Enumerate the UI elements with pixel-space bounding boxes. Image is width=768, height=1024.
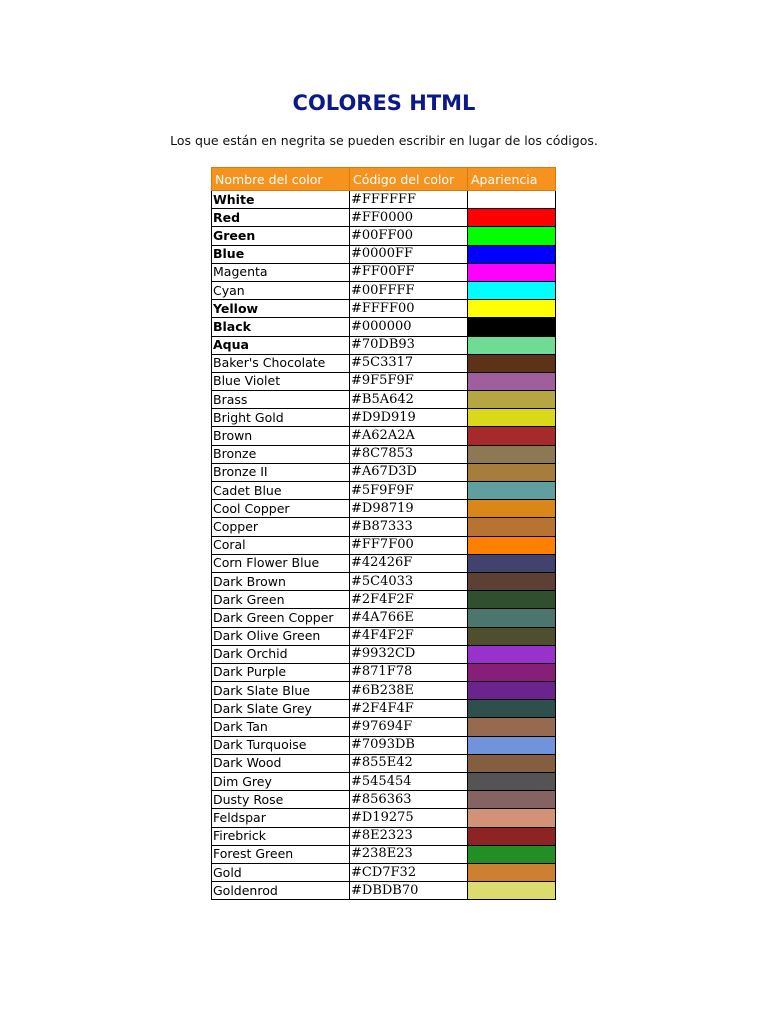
color-swatch [468,227,556,245]
color-name-cell: Dark Orchid [212,645,350,663]
color-swatch [468,281,556,299]
table-row [212,227,556,245]
color-code-cell: #238E23 [350,845,468,863]
table-row [212,882,556,900]
table-row [212,554,556,572]
color-swatch [468,445,556,463]
table-row [212,518,556,536]
color-code-cell: #D19275 [350,809,468,827]
color-swatch [468,645,556,663]
table-row [212,500,556,518]
table-row [212,245,556,263]
color-swatch [468,754,556,772]
color-swatch [468,773,556,791]
color-swatch [468,500,556,518]
table-row [212,591,556,609]
color-code-cell: #856363 [350,791,468,809]
color-swatch [468,882,556,900]
color-swatch [468,791,556,809]
color-name-cell: Forest Green [212,845,350,863]
color-swatch [468,736,556,754]
color-name-cell: Dark Slate Blue [212,682,350,700]
table-row [212,827,556,845]
table-row [212,645,556,663]
color-swatch [468,391,556,409]
table-row [212,572,556,590]
color-name-cell: Dark Turquoise [212,736,350,754]
color-name-cell: Bronze [212,445,350,463]
color-code-cell: #0000FF [350,245,468,263]
table-row [212,736,556,754]
table-row [212,482,556,500]
color-code-cell: #A62A2A [350,427,468,445]
table-row [212,663,556,681]
color-code-cell: #FF0000 [350,209,468,227]
table-row [212,845,556,863]
color-swatch [468,191,556,209]
color-code-cell: #5C4033 [350,572,468,590]
color-swatch [468,682,556,700]
table-row [212,809,556,827]
color-code-cell: #42426F [350,554,468,572]
table-row [212,863,556,881]
color-code-cell: #D98719 [350,500,468,518]
color-name-cell: Dark Wood [212,754,350,772]
color-code-cell: #FFFF00 [350,300,468,318]
color-swatch [468,409,556,427]
color-name-cell: Firebrick [212,827,350,845]
color-name-cell: Goldenrod [212,882,350,900]
color-name-cell: Coral [212,536,350,554]
color-code-cell: #9F5F9F [350,372,468,390]
color-swatch [468,354,556,372]
color-code-cell: #2F4F4F [350,700,468,718]
table-row [212,463,556,481]
color-code-cell: #97694F [350,718,468,736]
table-row [212,209,556,227]
table-row [212,773,556,791]
color-code-cell: #DBDB70 [350,882,468,900]
color-code-cell: #7093DB [350,736,468,754]
table-row [212,281,556,299]
color-swatch [468,863,556,881]
color-name-cell: Dark Brown [212,572,350,590]
table-header-row [212,168,556,191]
page-title: COLORES HTML [292,91,476,115]
color-name-cell: White [212,191,350,209]
color-name-cell: Cadet Blue [212,482,350,500]
header-appearance: Apariencia [468,168,556,191]
color-code-cell: #5F9F9F [350,482,468,500]
table-row [212,754,556,772]
color-swatch [468,463,556,481]
color-name-cell: Blue Violet [212,372,350,390]
color-swatch [468,245,556,263]
color-code-cell: #9932CD [350,645,468,663]
table-row [212,391,556,409]
color-code-cell: #5C3317 [350,354,468,372]
color-name-cell: Dim Grey [212,773,350,791]
color-name-cell: Red [212,209,350,227]
color-code-cell: #00FF00 [350,227,468,245]
color-swatch [468,700,556,718]
color-name-cell: Dark Tan [212,718,350,736]
color-swatch [468,845,556,863]
color-code-cell: #000000 [350,318,468,336]
color-code-cell: #FF00FF [350,263,468,281]
table-row [212,318,556,336]
color-name-cell: Copper [212,518,350,536]
table-row [212,700,556,718]
color-swatch [468,591,556,609]
color-name-cell: Gold [212,863,350,881]
color-swatch [468,518,556,536]
table-row [212,536,556,554]
color-name-cell: Dark Green Copper [212,609,350,627]
color-swatch [468,427,556,445]
table-row [212,263,556,281]
color-name-cell: Blue [212,245,350,263]
table-row [212,372,556,390]
table-row [212,300,556,318]
color-code-cell: #FFFFFF [350,191,468,209]
color-code-cell: #871F78 [350,663,468,681]
color-name-cell: Green [212,227,350,245]
color-code-cell: #B5A642 [350,391,468,409]
color-name-cell: Feldspar [212,809,350,827]
color-swatch [468,663,556,681]
color-swatch [468,609,556,627]
color-code-cell: #855E42 [350,754,468,772]
color-code-cell: #8E2323 [350,827,468,845]
table-row [212,336,556,354]
color-name-cell: Cool Copper [212,500,350,518]
color-name-cell: Dark Green [212,591,350,609]
subtitle: Los que están en negrita se pueden escribir en lugar de los códigos. [170,133,598,148]
color-table [211,167,556,900]
color-name-cell: Dark Purple [212,663,350,681]
color-name-cell: Cyan [212,281,350,299]
color-swatch [468,536,556,554]
color-swatch [468,209,556,227]
color-name-cell: Brown [212,427,350,445]
header-color-code: Código del color [350,168,468,191]
color-code-cell: #70DB93 [350,336,468,354]
table-body [212,191,556,900]
color-name-cell: Bright Gold [212,409,350,427]
color-swatch [468,482,556,500]
table-row [212,191,556,209]
table-row [212,354,556,372]
color-name-cell: Yellow [212,300,350,318]
color-name-cell: Bronze II [212,463,350,481]
color-name-cell: Magenta [212,263,350,281]
color-name-cell: Corn Flower Blue [212,554,350,572]
table-row [212,627,556,645]
color-code-cell: #D9D919 [350,409,468,427]
color-name-cell: Dark Slate Grey [212,700,350,718]
color-swatch [468,718,556,736]
color-swatch [468,827,556,845]
color-swatch [468,300,556,318]
table-row [212,718,556,736]
color-code-cell: #8C7853 [350,445,468,463]
color-swatch [468,572,556,590]
table-row [212,682,556,700]
color-name-cell: Baker's Chocolate [212,354,350,372]
color-swatch [468,263,556,281]
color-swatch [468,336,556,354]
table-row [212,427,556,445]
color-name-cell: Brass [212,391,350,409]
color-swatch [468,809,556,827]
color-code-cell: #545454 [350,773,468,791]
color-swatch [468,372,556,390]
color-code-cell: #4A766E [350,609,468,627]
color-swatch [468,554,556,572]
color-code-cell: #B87333 [350,518,468,536]
header-color-name: Nombre del color [212,168,350,191]
table-row [212,445,556,463]
table-row [212,409,556,427]
color-code-cell: #CD7F32 [350,863,468,881]
color-swatch [468,627,556,645]
table-row [212,609,556,627]
color-name-cell: Dusty Rose [212,791,350,809]
color-code-cell: #00FFFF [350,281,468,299]
color-code-cell: #A67D3D [350,463,468,481]
table-row [212,791,556,809]
color-name-cell: Dark Olive Green [212,627,350,645]
color-name-cell: Black [212,318,350,336]
color-code-cell: #FF7F00 [350,536,468,554]
color-code-cell: #2F4F2F [350,591,468,609]
color-code-cell: #4F4F2F [350,627,468,645]
color-swatch [468,318,556,336]
color-code-cell: #6B238E [350,682,468,700]
color-name-cell: Aqua [212,336,350,354]
